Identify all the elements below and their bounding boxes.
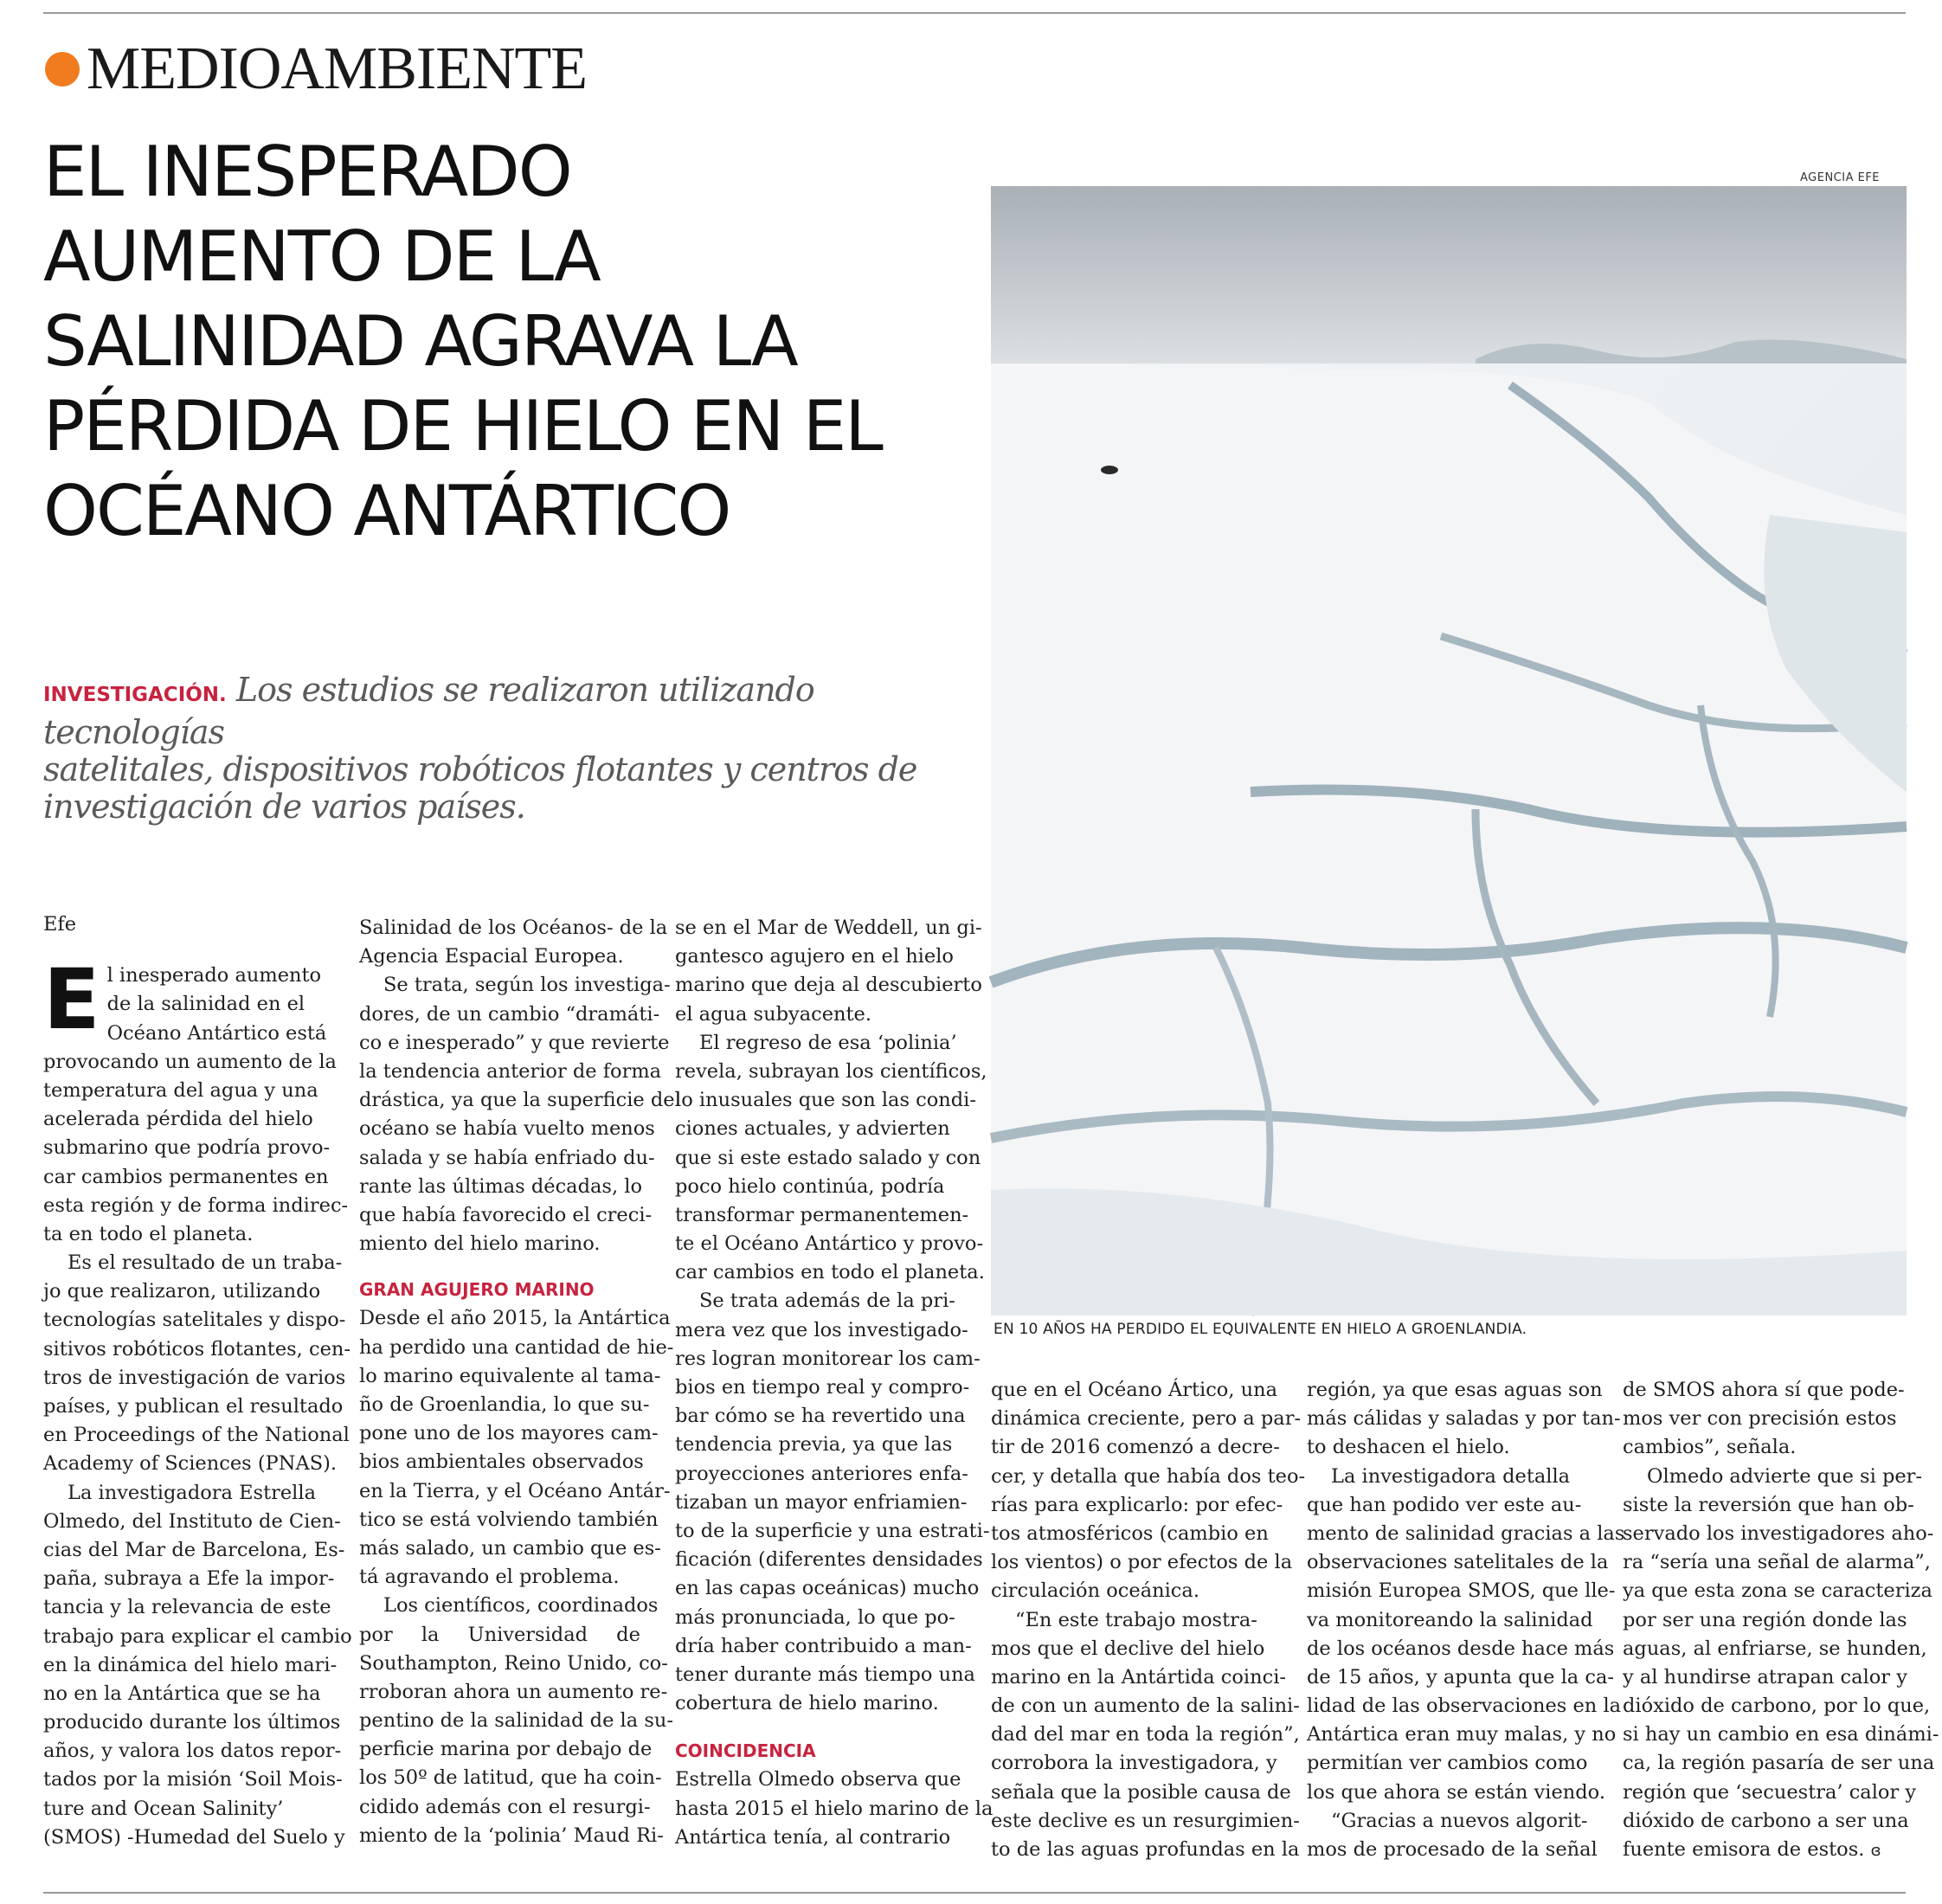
text-line: salada y se había enfriado du-: [359, 1146, 655, 1169]
headline-line: SALINIDAD AGRAVA LA: [43, 301, 797, 382]
text-line: Antártica eran muy malas, y no: [1307, 1723, 1617, 1746]
text-line: “En este trabajo mostra-: [1015, 1608, 1257, 1631]
text-line: por la Universidad de: [359, 1623, 640, 1646]
text-line: ficación (diferentes densidades: [675, 1548, 983, 1572]
text-line: to deshacen el hielo.: [1307, 1436, 1510, 1459]
text-line: Olmedo, del Instituto de Cien-: [43, 1509, 341, 1533]
text-line: tizaban un mayor enfriamien-: [675, 1490, 968, 1514]
section-bullet-icon: [45, 52, 80, 87]
text-line: jo que realizaron, utilizando: [43, 1280, 321, 1303]
text-line: corrobora la investigadora, y: [991, 1752, 1277, 1775]
text-line: perficie marina por debajo de: [359, 1738, 653, 1761]
text-line: ño de Groenlandia, lo que su-: [359, 1393, 650, 1416]
lead-line: satelitales, dispositivos robóticos flotantes y centros de: [43, 750, 917, 788]
text-line: pentino de la salinidad de la su-: [359, 1709, 673, 1733]
text-line: este declive es un resurgimien-: [991, 1809, 1300, 1832]
text-line: tá agravando el problema.: [359, 1566, 620, 1589]
text-line: tir de 2016 comenzó a decre-: [991, 1436, 1280, 1459]
text-line: pone uno de los mayores cam-: [359, 1422, 659, 1445]
text-line: que han podido ver este au-: [1307, 1493, 1582, 1516]
text-line: mos de procesado de la señal: [1307, 1838, 1598, 1861]
text-line: que en el Océano Ártico, una: [991, 1379, 1278, 1401]
text-line: El regreso de esa ‘polinia’: [699, 1031, 957, 1054]
text-line: La investigadora Estrella: [68, 1481, 316, 1504]
text-line: rante las últimas décadas, lo: [359, 1174, 642, 1198]
text-line: ya que esta zona se caracteriza: [1623, 1579, 1932, 1603]
text-line: más salado, un cambio que es-: [359, 1536, 661, 1560]
text-line: Academy of Sciences (PNAS).: [43, 1452, 338, 1476]
lead-tag: INVESTIGACIÓN.: [43, 684, 227, 706]
text-line: Salinidad de los Océanos- de la: [359, 917, 668, 939]
text-line: temperatura del agua y una: [43, 1078, 318, 1102]
text-line: cidido además con el resurgi-: [359, 1795, 651, 1818]
text-line: lo marino equivalente al tama-: [359, 1364, 661, 1387]
text-line: l inesperado aumento: [106, 964, 322, 987]
text-line: dría haber contribuido a man-: [675, 1634, 972, 1657]
text-line: Es el resultado de un traba-: [68, 1251, 343, 1275]
text-line: permitían ver cambios como: [1307, 1752, 1588, 1775]
text-line: región, ya que esas aguas son: [1307, 1379, 1603, 1401]
text-line: en las capas oceánicas) mucho: [675, 1577, 980, 1600]
text-line: rroboran ahora un aumento re-: [359, 1680, 668, 1703]
text-line: más cálidas y saladas y por tan-: [1307, 1407, 1621, 1431]
text-line: Olmedo advierte que si per-: [1647, 1464, 1923, 1488]
text-line: dores, de un cambio “dramáti-: [359, 1002, 660, 1026]
text-line: rías para explicarlo: por efec-: [991, 1493, 1283, 1516]
article-column-1: [43, 910, 352, 1852]
text-line: lo inusuales que son las condi-: [675, 1089, 976, 1112]
text-line: de la salinidad en el: [106, 993, 305, 1016]
text-line: Desde el año 2015, la Antártica: [359, 1307, 671, 1330]
text-line: cias del Mar de Barcelona, Es-: [43, 1538, 345, 1561]
text-line: dióxido de carbono, por lo que,: [1623, 1695, 1931, 1718]
text-line: ciones actuales, y advierten: [675, 1117, 950, 1141]
text-line: mento de salinidad gracias a las: [1307, 1521, 1625, 1545]
text-line: tos atmosféricos (cambio en: [991, 1521, 1269, 1545]
text-line: que si este estado salado y con: [675, 1146, 981, 1169]
text-line: provocando un aumento de la: [43, 1050, 337, 1073]
text-line: Southampton, Reino Unido, co-: [359, 1651, 668, 1675]
text-line: Se trata, según los investiga-: [383, 974, 671, 997]
text-line: tecnologías satelitales y dispo-: [43, 1309, 346, 1332]
text-line: tros de investigación de varios: [43, 1366, 346, 1389]
section-header: [45, 35, 587, 104]
text-line: ha perdido una cantidad de hie-: [359, 1335, 674, 1359]
text-line: La investigadora detalla: [1331, 1464, 1571, 1488]
text-line: de 15 años, y apunta que la ca-: [1307, 1665, 1614, 1689]
text-line: ca, la región pasaría de ser una: [1623, 1752, 1935, 1775]
text-line: co e inesperado” y que revierte: [359, 1031, 670, 1054]
article-column-2: [359, 914, 681, 1850]
text-line: mos ver con precisión estos: [1623, 1407, 1897, 1431]
text-line: (SMOS) -Humedad del Suelo y: [43, 1825, 345, 1849]
text-line: ture and Ocean Salinity’: [43, 1797, 284, 1820]
text-line: si hay un cambio en esa dinámi-: [1623, 1723, 1939, 1746]
text-line: cer, y detalla que había dos teo-: [991, 1464, 1306, 1488]
text-line: to de las aguas profundas en la: [991, 1838, 1300, 1861]
text-line: paña, subraya a Efe la impor-: [43, 1567, 335, 1591]
text-line: los 50º de latitud, que ha coin-: [359, 1766, 662, 1790]
text-line: años, y valora los datos repor-: [43, 1740, 342, 1763]
headline-line: OCÉANO ANTÁRTICO: [43, 471, 730, 551]
text-line: car cambios permanentes en: [43, 1165, 329, 1188]
text-line: tancia y la relevancia de este: [43, 1596, 331, 1619]
text-line: lidad de las observaciones en la: [1307, 1695, 1622, 1718]
text-line: tendencia previa, ya que las: [675, 1433, 953, 1457]
text-line: mos que el declive del hielo: [991, 1637, 1265, 1660]
text-line: producido durante los últimos: [43, 1711, 341, 1734]
text-line: miento del hielo marino.: [359, 1232, 601, 1256]
text-line: revela, subrayan los científicos,: [675, 1059, 987, 1083]
text-line: marino en la Antártida coinci-: [991, 1665, 1287, 1689]
text-line: bios en tiempo real y compro-: [675, 1376, 970, 1399]
lead-paragraph: [43, 672, 969, 826]
text-line: sitivos robóticos flotantes, cen-: [43, 1337, 350, 1360]
text-line: ta en todo el planeta.: [43, 1222, 254, 1245]
text-line: siste la reversión que han ob-: [1623, 1493, 1914, 1516]
text-line: poco hielo continúa, podría: [675, 1174, 945, 1198]
text-line: los que ahora se están viendo.: [1307, 1780, 1605, 1804]
text-line: que había favorecido el creci-: [359, 1203, 653, 1226]
text-line: de SMOS ahora sí que pode-: [1623, 1379, 1905, 1401]
headline: [43, 130, 961, 554]
headline-line: EL INESPERADO: [43, 132, 571, 212]
text-line: Se trata además de la pri-: [699, 1290, 955, 1313]
article-column-4: [991, 1376, 1306, 1864]
text-line: mera vez que los investigado-: [675, 1318, 968, 1341]
section-label: MEDIOAMBIENTE: [87, 35, 588, 102]
text-line: señala que la posible causa de: [991, 1780, 1291, 1804]
text-line: Estrella Olmedo observa que: [675, 1768, 961, 1791]
text-line: más pronunciada, lo que po-: [675, 1605, 955, 1629]
text-line: ra “sería una señal de alarma”,: [1623, 1551, 1931, 1574]
article-column-3: [675, 914, 994, 1852]
text-line: tados por la misión ‘Soil Mois-: [43, 1768, 343, 1791]
text-line: acelerada pérdida del hielo: [43, 1108, 313, 1131]
end-mark-icon: ɞ: [1870, 1842, 1881, 1860]
text-line: drástica, ya que la superficie del: [359, 1089, 681, 1112]
text-line: miento de la ‘polinia’ Maud Ri-: [359, 1824, 664, 1847]
text-line: “Gracias a nuevos algorit-: [1331, 1809, 1588, 1832]
text-line: región que ‘secuestra’ calor y: [1623, 1780, 1917, 1804]
text-line: servado los investigadores aho-: [1623, 1521, 1934, 1545]
text-line: se en el Mar de Weddell, un gi-: [675, 917, 982, 939]
text-line: fuente emisora de estos.: [1623, 1838, 1865, 1861]
text-line: Los científicos, coordinados: [383, 1594, 659, 1618]
headline-line: AUMENTO DE LA: [43, 216, 600, 297]
article-column-5: [1307, 1376, 1625, 1864]
text-line: tico se está volviendo también: [359, 1508, 659, 1531]
drop-cap: E: [43, 951, 100, 1049]
text-line: Océano Antártico está: [106, 1021, 327, 1045]
text-line: submarino que podría provo-: [43, 1136, 331, 1160]
lead-line: Los estudios se realizaron utilizando tecnologías: [43, 671, 814, 751]
text-line: Antártica tenía, al contrario: [675, 1825, 951, 1849]
text-line: dióxido de carbono a ser una: [1623, 1809, 1909, 1832]
text-line: los vientos) o por efectos de la: [991, 1551, 1293, 1574]
text-line: por ser una región donde las: [1623, 1608, 1907, 1631]
text-line: te el Océano Antártico y provo-: [675, 1232, 984, 1256]
text-line: la tendencia anterior de forma: [359, 1059, 662, 1083]
text-line: cobertura de hielo marino.: [675, 1692, 939, 1715]
text-line: dinámica creciente, pero a par-: [991, 1407, 1302, 1431]
text-line: esta región y de forma indirec-: [43, 1193, 349, 1217]
text-line: dad del mar en toda la región”,: [991, 1723, 1300, 1746]
lead-line: investigación de varios países.: [43, 788, 525, 826]
text-line: océano se había vuelto menos: [359, 1117, 655, 1141]
text-line: circulación oceánica.: [991, 1579, 1199, 1603]
text-line: trabajo para explicar el cambio: [43, 1624, 352, 1648]
text-line: to de la superficie y una estrati-: [675, 1519, 990, 1542]
text-line: tener durante más tiempo una: [675, 1663, 975, 1686]
sea-ice-photo: [991, 186, 1907, 1315]
text-line: el agua subyacente.: [675, 1002, 872, 1026]
text-line: bios ambientales observados: [359, 1451, 644, 1474]
text-line: no en la Antártica que se ha: [43, 1682, 321, 1705]
photo-caption: EN 10 AÑOS HA PERDIDO EL EQUIVALENTE EN HIELO A GROENLANDIA.: [994, 1321, 1527, 1338]
text-line: de los océanos desde hace más: [1307, 1637, 1615, 1660]
text-line: países, y publican el resultado: [43, 1395, 344, 1418]
bottom-rule: [43, 1892, 1906, 1894]
text-line: en la Tierra, y el Océano Antár-: [359, 1479, 671, 1502]
text-line: y al hundirse atrapan calor y: [1623, 1665, 1907, 1689]
text-line: res logran monitorear los cam-: [675, 1347, 981, 1370]
text-line: marino que deja al descubierto: [675, 974, 982, 997]
text-line: car cambios en todo el planeta.: [675, 1261, 985, 1284]
text-line: en Proceedings of the National: [43, 1424, 350, 1447]
text-line: gantesco agujero en el hielo: [675, 945, 954, 968]
text-line: Agencia Espacial Europea.: [359, 945, 624, 968]
text-line: cambios”, señala.: [1623, 1436, 1797, 1459]
byline: Efe: [43, 913, 77, 936]
text-line: de con un aumento de la salini-: [991, 1695, 1300, 1718]
text-line: hasta 2015 el hielo marino de la: [675, 1797, 994, 1820]
photo-credit: AGENCIA EFE: [1800, 171, 1881, 184]
text-line: bar cómo se ha revertido una: [675, 1405, 966, 1428]
subheading-coincidencia: COINCIDENCIA: [675, 1740, 816, 1762]
article-column-6: [1623, 1376, 1939, 1864]
text-line: observaciones satelitales de la: [1307, 1551, 1609, 1574]
text-line: proyecciones anteriores enfa-: [675, 1462, 968, 1485]
text-line: aguas, al enfriarse, se hunden,: [1623, 1637, 1927, 1660]
subheading-gran-agujero: GRAN AGUJERO MARINO: [359, 1279, 595, 1301]
text-line: va monitoreando la salinidad: [1307, 1608, 1593, 1631]
text-line: misión Europea SMOS, que lle-: [1307, 1579, 1616, 1603]
text-line: en la dinámica del hielo mari-: [43, 1653, 338, 1676]
top-rule: [43, 12, 1906, 14]
text-line: transformar permanentemen-: [675, 1203, 969, 1226]
headline-line: PÉRDIDA DE HIELO EN EL: [43, 386, 882, 466]
